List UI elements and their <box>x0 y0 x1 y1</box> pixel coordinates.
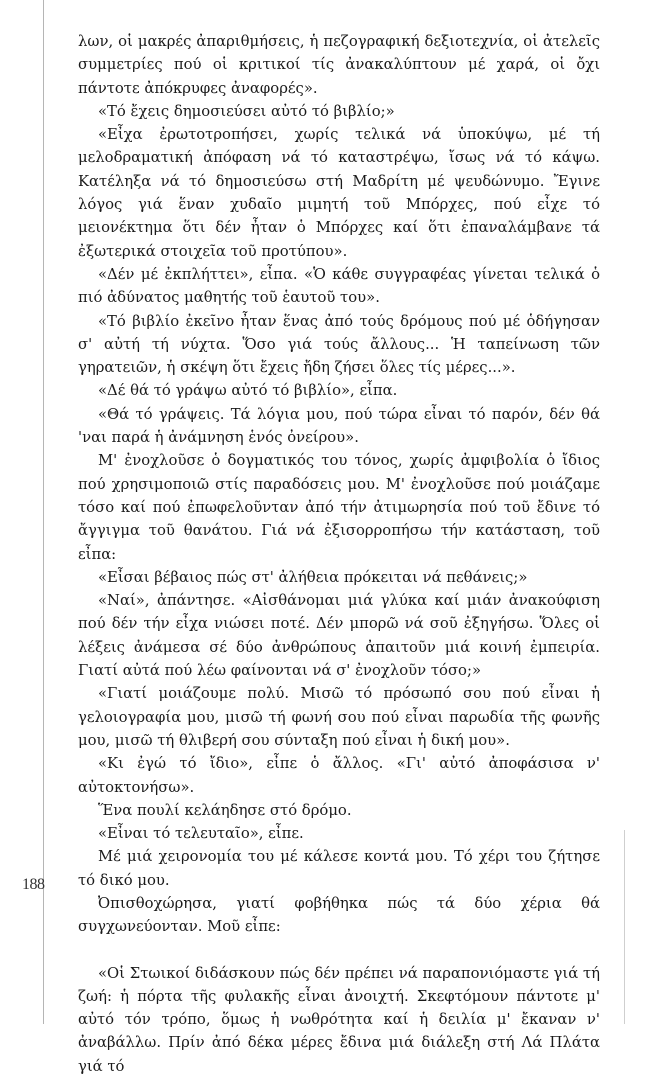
page-binding-edge <box>43 0 44 1024</box>
paragraph: «Τό βιβλίο ἐκεῖνο ἦταν ἕνας ἀπό τούς δρόμους πού μέ ὁδήγησαν σ' αὐτή τή νύχτα. Ὅσο γιά τούς ἄλλους... Ἡ ταπείνωση τῶν γηρατειῶν, ἡ σκέψη ὅτι ἔχεις ἤδη ζήσει ὅλες τίς μέρες...». <box>78 312 600 377</box>
paragraph: «Τό ἔχεις δημοσιεύσει αὐτό τό βιβλίο;» <box>98 102 395 120</box>
paragraph: «Κι ἐγώ τό ἴδιο», εἶπε ὁ ἄλλος. «Γι' αὐτό ἀποφάσισα ν' αὐτοκτονήσω». <box>78 755 600 796</box>
paragraph: «Ναί», ἀπάντησε. «Αἰσθάνομαι μιά γλύκα καί μιάν ἀνακούφιση πού δέν τήν εἶχα νιώσει ποτέ. Δέν μπορῶ νά σοῦ ἐξηγήσω. Ὅλες οἱ λέξεις ἀνάμεσα σέ δύο ἀνθρώπους ἀπαιτοῦν μιά κοινή ἐμπειρία. Γιατί αὐτά πού λέω φαίνονται νά σ' ἐνοχλοῦν τόσο;» <box>78 592 600 680</box>
paragraph: Μέ μιά χειρονομία του μέ κάλεσε κοντά μου. Τό χέρι του ζήτησε τό δικό μου. <box>78 848 600 889</box>
paragraph: «Γιατί μοιάζουμε πολύ. Μισῶ τό πρόσωπό σου πού εἶναι ἡ γελοιογραφία μου, μισῶ τή φωνή σου πού εἶναι παρωδία τῆς φωνῆς μου, μισῶ τή θλιβερή σου σύνταξη πού εἶναι ἡ δική μου». <box>78 685 600 749</box>
page-right-edge <box>624 830 625 1024</box>
paragraph: «Οἱ Στωικοί διδάσκουν πώς δέν πρέπει νά παραπονιόμαστε γιά τή ζωή: ἡ πόρτα τῆς φυλακῆς εἶναι ἀνοιχτή. Σκεφτόμουν πάντοτε μ' αὐτό τόν τρόπο, ὅμως ἡ νωθρότητα καί ἡ δειλία μ' ἔκαναν ν' ἀναβάλλω. Πρίν ἀπό δέκα μέρες ἔδινα μιά διάλεξη στή Λά Πλάτα γιά τό <box>78 964 600 1075</box>
paragraph: Μ' ἐνοχλοῦσε ὁ δογματικός του τόνος, χωρίς ἀμφιβολία ὁ ἴδιος πού χρησιμοποιῶ στίς παραδόσεις μου. Μ' ἐνοχλοῦσε πού μοιάζαμε τόσο καί πού ἐπωφελοῦνταν ἀπό τήν ἀτιμωρησία πού τοῦ ἔδινε τό ἄγγιγμα τοῦ θανάτου. Γιά νά ἐξισορροπήσω τήν κατάσταση, τοῦ εἶπα: <box>78 452 600 563</box>
page-text-block <box>78 30 600 1078</box>
paragraph: «Εἶναι τό τελευταῖο», εἶπε. <box>98 825 304 843</box>
paragraph: «Δέν μέ ἐκπλήττει», εἶπα. «Ὁ κάθε συγγραφέας γίνεται τελικά ὁ πιό ἀδύνατος μαθητής τοῦ ἑαυτοῦ του». <box>78 265 600 307</box>
paragraph: Ἕνα πουλί κελάηδησε στό δρόμο. <box>98 801 352 819</box>
paragraph: Ὀπισθοχώρησα, γιατί φοβήθηκα πώς τά δύο χέρια θά συγχωνεύονταν. Μοῦ εἶπε: <box>78 894 600 936</box>
paragraph: «Θά τό γράψεις. Τά λόγια μου, πού τώρα εἶναι τό παρόν, δέν θά 'ναι παρά ἡ ἀνάμνηση ἑνός ὀνείρου». <box>78 405 600 447</box>
page-number: 188 <box>22 876 45 893</box>
paragraph: «Δέ θά τό γράψω αὐτό τό βιβλίο», εἶπα. <box>98 382 398 400</box>
paragraph: «Εἶσαι βέβαιος πώς στ' ἀλήθεια πρόκειται νά πεθάνεις;» <box>98 568 528 586</box>
paragraph: «Εἶχα ἐρωτοτροπήσει, χωρίς τελικά νά ὑποκύψω, μέ τή μελοδραματική ἀπόφαση νά τό καταστρέψω, ἴσως νά τό κάψω. Κατέληξα νά τό δημοσιεύσω στή Μαδρίτη μέ ψευδώνυμο. Ἔγινε λόγος γιά ἕναν χυδαῖο μιμητή τοῦ Μπόρχες, πού εἶχε τό μειονέκτημα ὅτι δέν ἦταν ὁ Μπόρχες καί ὅτι ἐπαναλάμβανε τά ἐξωτερικά στοιχεῖα τοῦ προτύπου». <box>78 126 600 260</box>
paragraph: λων, οἱ μακρές ἀπαριθμήσεις, ἡ πεζογραφική δεξιοτεχνία, οἱ ἀτελεῖς συμμετρίες πού οἱ κριτικοί τίς ἀνακαλύπτουν μέ χαρά, οἱ ὄχι πάντοτε ἀπόκρυφες ἀναφορές». <box>78 33 600 97</box>
